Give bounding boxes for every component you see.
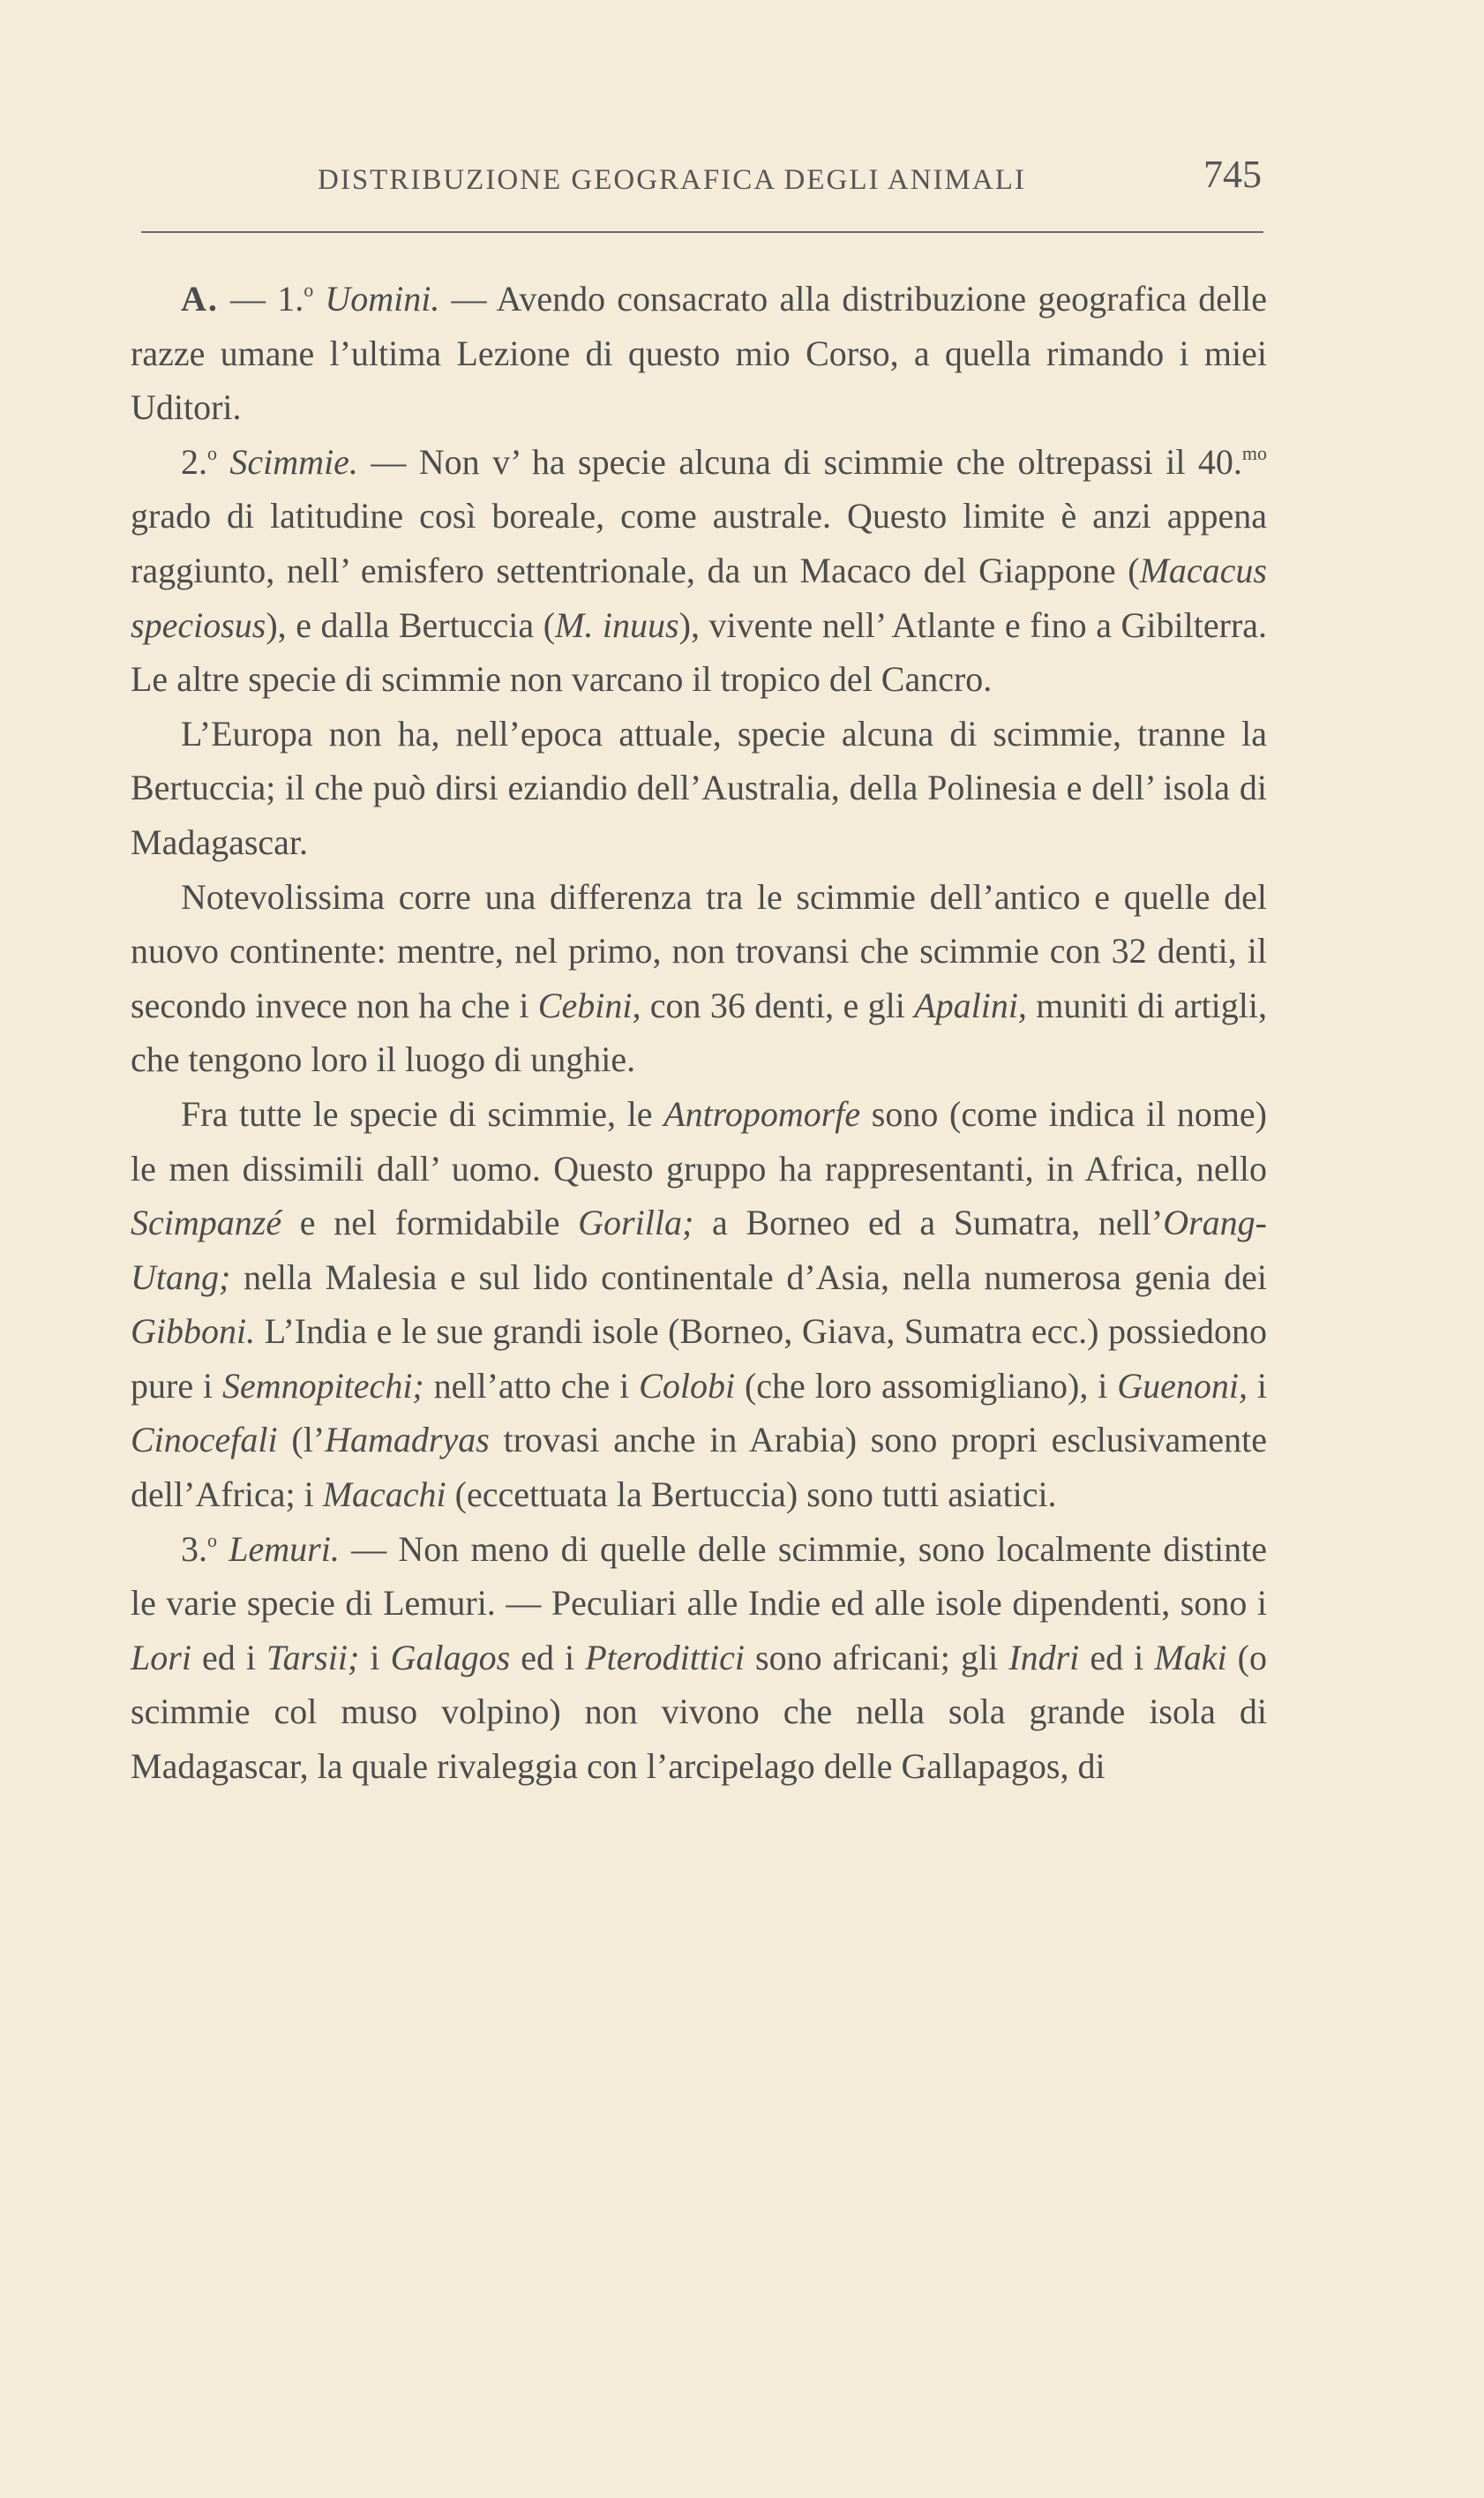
- paragraph-europa: L’Europa non ha, nell’epoca attuale, specie alcuna di scimmie, tranne la Bertuccia; il che può dirsi eziandio dell’Australia, della Polinesia e dell’ isola di Madagascar.: [131, 713, 1267, 862]
- heading-lemuri: Lemuri.: [229, 1528, 340, 1569]
- running-head: [141, 153, 1262, 210]
- paragraph-denti: Notevolissima corre una differenza tra le scimmie dell’antico e quelle del nuovo continente: mentre, nel primo, non trovansi che scimmie con 32 denti, il secondo invece non ha che i Cebini, con 36 denti, e gli Apalini, muniti di artigli, che tengono loro il luogo di unghie.: [131, 876, 1268, 1080]
- paragraph-antropomorfe: Fra tutte le specie di scimmie, le Antropomorfe sono (come indica il nome) le men dissimili dall’ uomo. Questo gruppo ha rappresentanti, in Africa, nello Scimpanzé e nel formidabile Gorilla; a Borneo ed a Sumatra, nell’Orang-Utang; nella Malesia e sul lido continentale d’Asia, nella numerosa genia dei Gibboni. L’India e le sue grandi isole (Borneo, Giava, Sumatra ecc.) possiedono pure i Semnopitechi; nell’atto che i Colobi (che loro assomigliano), i Guenoni, i Cinocefali (l’Hamadryas trovasi anche in Arabia) sono propri esclusivamente dell’Africa; i Macachi (eccettuata la Bertuccia) sono tutti asiatici.: [131, 1093, 1268, 1515]
- running-title: DISTRIBUZIONE GEOGRAFICA DEGLI ANIMALI: [318, 164, 1026, 196]
- paragraph-scimmie: 2.$^o$ Scimmie. — Non v’ ha specie alcuna di scimmie che oltrepassi il 40.$^{mo}$ grado di latitudine così boreale, come australe. Questo limite è anzi appena raggiunto, nell’ emisfero settentrionale, da un Macaco del Giappone (Macacus speciosus), e dalla Bertuccia (M. inuus), vivente nell’ Atlante e fino a Gibilterra. Le altre specie di scimmie non varcano il tropico del Cancro.: [131, 441, 1268, 700]
- paragraph-lemuri: 3.$^o$ Lemuri. — Non meno di quelle delle scimmie, sono localmente distinte le varie specie di Lemuri. — Peculiari alle Indie ed alle isole dipendenti, sono i Lori ed i Tarsii; i Galagos ed i Pterodittici sono africani; gli Indri ed i Maki (o scimmie col muso volpino) non vivono che nella sola grande isola di Madagascar, la quale rivaleggia con l’arcipelago delle Gallapagos, di: [131, 1528, 1267, 1787]
- heading-uomini: Uomini.: [325, 279, 440, 319]
- heading-scimmie: Scimmie.: [229, 441, 358, 482]
- body-text: [131, 272, 1267, 1794]
- paragraph-uomini: A. — 1.$^o$ Uomini. — Avendo consacrato alla distribuzione geografica delle razze umane l’ultima Lezione di questo mio Corso, a quella rimando i miei Uditori.: [131, 279, 1267, 428]
- section-letter: A.: [181, 279, 219, 319]
- page-number: 745: [1203, 153, 1262, 196]
- header-rule: [141, 231, 1263, 233]
